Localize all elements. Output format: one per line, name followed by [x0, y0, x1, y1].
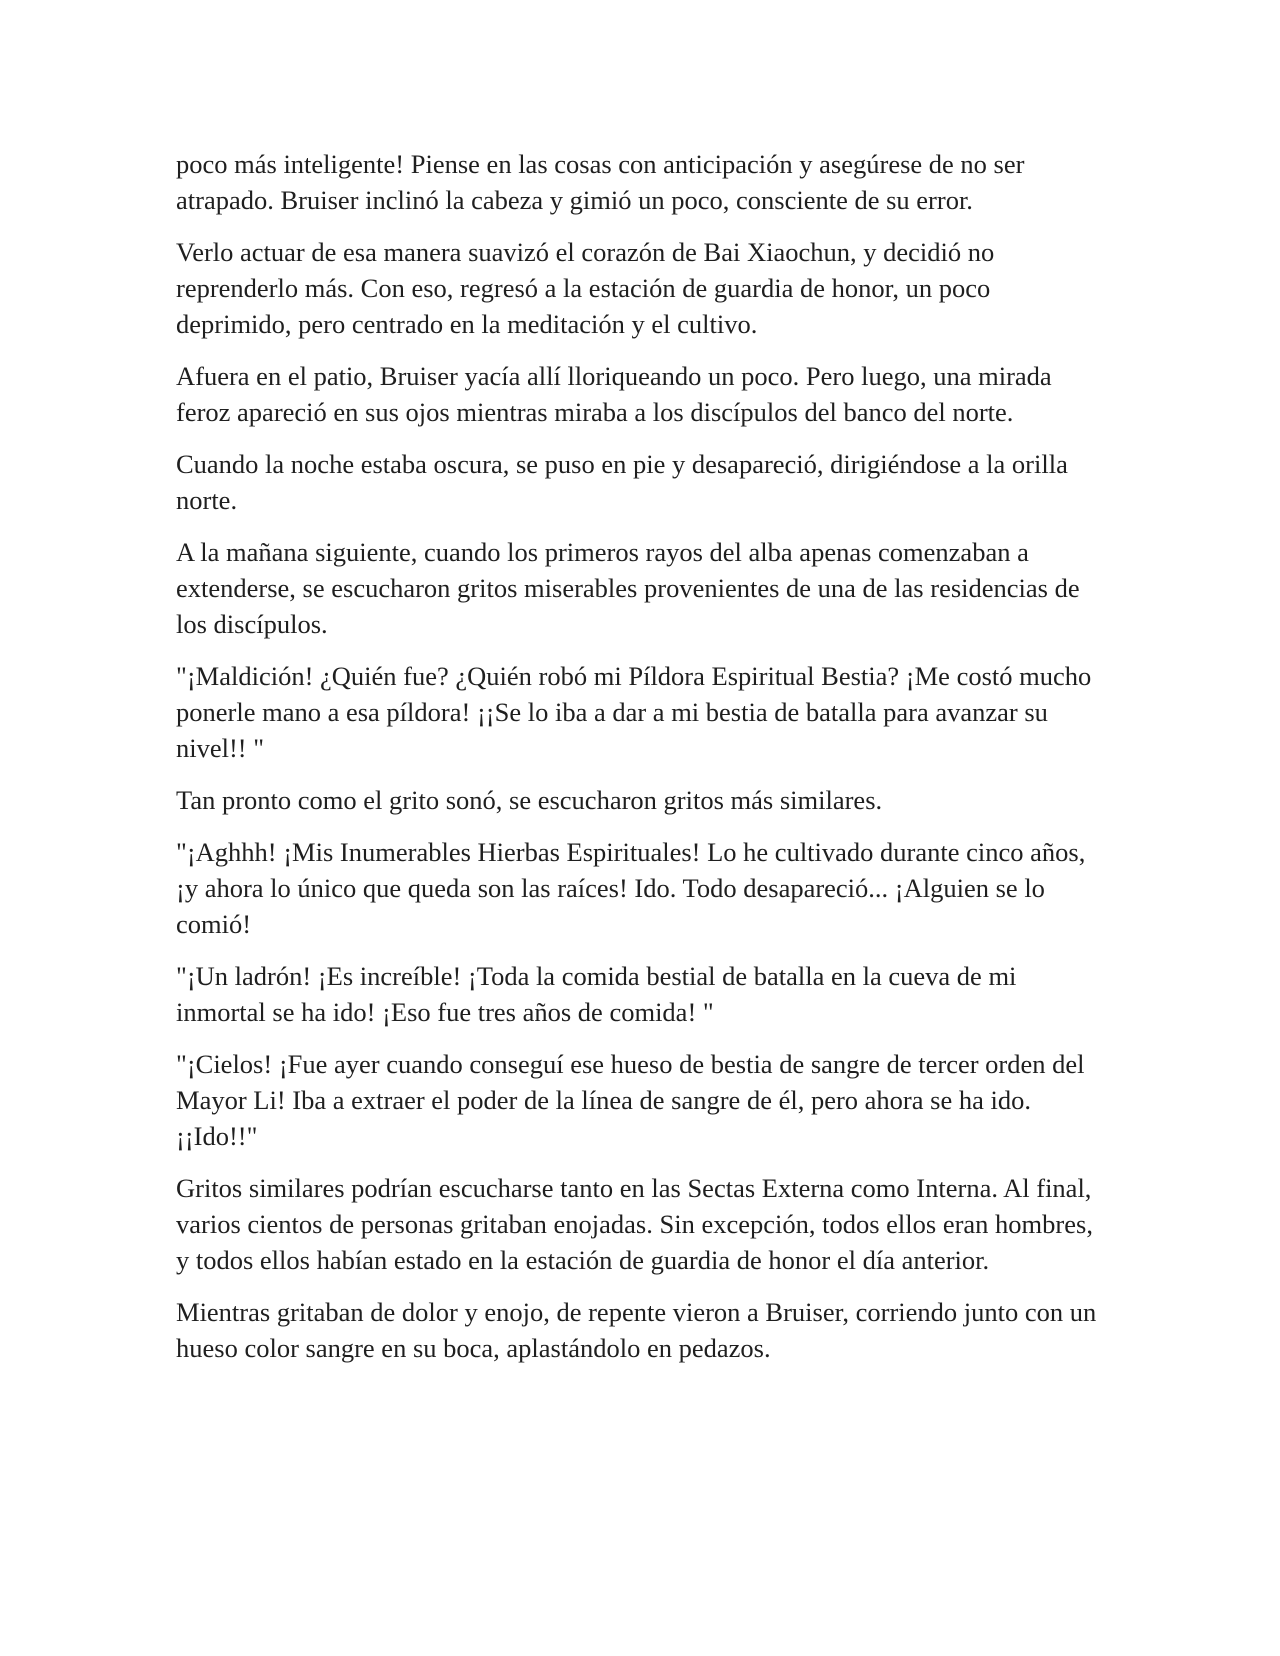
paragraph-3: Afuera en el patio, Bruiser yacía allí lloriqueando un poco. Pero luego, una mirada feroz apareció en sus ojos mientras miraba a los discípulos del banco del norte. — [176, 361, 1052, 427]
paragraph-2: Verlo actuar de esa manera suavizó el corazón de Bai Xiaochun, y decidió no reprenderlo más. Con eso, regresó a la estación de guardia de honor, un poco deprimido, pero centrado en la meditación y el cultivo. — [176, 237, 995, 339]
paragraph-12: Mientras gritaban de dolor y enojo, de repente vieron a Bruiser, corriendo junto con un hueso color sangre en su boca, aplastándolo en pedazos. — [176, 1297, 1097, 1363]
paragraph-8: "¡Aghhh! ¡Mis Inumerables Hierbas Espirituales! Lo he cultivado durante cinco años, ¡y ahora lo único que queda son las raíces! Ido. Todo desapareció... ¡Alguien se lo comió! — [176, 837, 1086, 939]
paragraph-5: A la mañana siguiente, cuando los primeros rayos del alba apenas comenzaban a extenderse, se escucharon gritos miserables provenientes de una de las residencias de los discípulos. — [176, 537, 1080, 639]
document-body — [176, 146, 1106, 1382]
paragraph-6: "¡Maldición! ¿Quién fue? ¿Quién robó mi Píldora Espiritual Bestia? ¡Me costó mucho ponerle mano a esa píldora! ¡¡Se lo iba a dar a mi bestia de batalla para avanzar su nivel!! " — [176, 661, 1092, 763]
paragraph-7: Tan pronto como el grito sonó, se escucharon gritos más similares. — [176, 785, 883, 815]
paragraph-4: Cuando la noche estaba oscura, se puso en pie y desapareció, dirigiéndose a la orilla norte. — [176, 449, 1068, 515]
paragraph-9: "¡Un ladrón! ¡Es increíble! ¡Toda la comida bestial de batalla en la cueva de mi inmortal se ha ido! ¡Eso fue tres años de comida! " — [176, 961, 1017, 1027]
paragraph-1: poco más inteligente! Piense en las cosas con anticipación y asegúrese de no ser atrapado. Bruiser inclinó la cabeza y gimió un poco, consciente de su error. — [176, 149, 1025, 215]
paragraph-10: "¡Cielos! ¡Fue ayer cuando conseguí ese hueso de bestia de sangre de tercer orden del Mayor Li! Iba a extraer el poder de la línea de sangre de él, pero ahora se ha ido. ¡¡Ido!!" — [176, 1049, 1085, 1151]
paragraph-11: Gritos similares podrían escucharse tanto en las Sectas Externa como Interna. Al final, varios cientos de personas gritaban enojadas. Sin excepción, todos ellos eran hombres, y todos ellos habían estado en la estación de guardia de honor el día anterior. — [176, 1173, 1093, 1275]
